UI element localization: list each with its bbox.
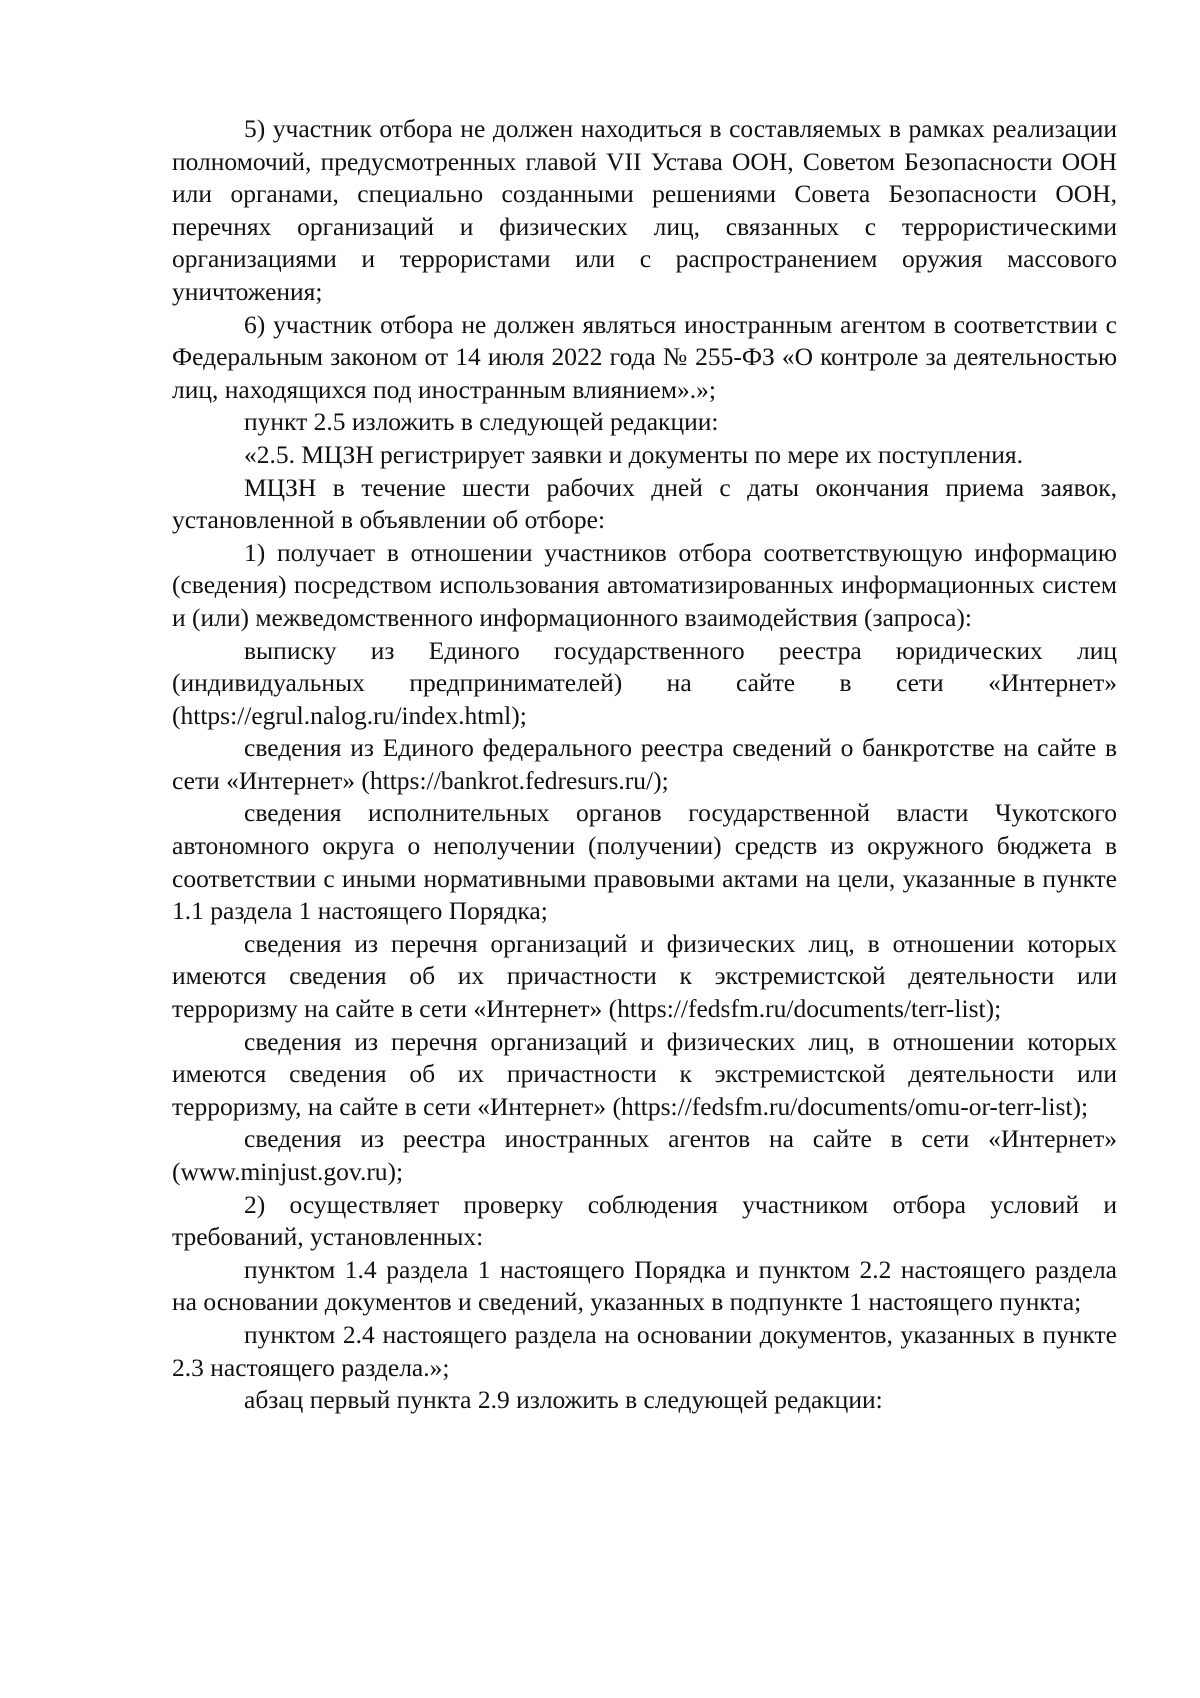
paragraph-executive-bodies-info: сведения исполнительных органов государственной власти Чукотского автономного округа о неполучении (получении) средств из окружного бюджета в соответствии с иными нормативными правовыми актами на цели, указанные в пункте 1.1 раздела 1 настоящего Порядка; [172, 798, 1117, 926]
paragraph-foreign-agents-registry: сведения из реестра иностранных агентов на сайте в сети «Интернет» (www.minjust.gov.ru); [172, 1124, 1117, 1186]
paragraph-item-6-foreign-agent: 6) участник отбора не должен являться иностранным агентом в соответствии с Федеральным законом от 14 июля 2022 года № 255-ФЗ «О контроле за деятельностью лиц, находящихся под иностранным влиянием».»; [172, 309, 1117, 404]
paragraph-point-2-4: пунктом 2.4 настоящего раздела на основании документов, указанных в пункте 2.3 настоящего раздела.»; [172, 1319, 1117, 1382]
paragraph-terr-list: сведения из перечня организаций и физических лиц, в отношении которых имеются сведения об их причастности к экстремистской деятельности или терроризму на сайте в сети «Интернет» (https://fedsfm.ru/documents/terr-list); [172, 928, 1117, 1024]
document-body [172, 113, 1117, 1417]
paragraph-item-5-sanctions-lists: 5) участник отбора не должен находиться в составляемых в рамках реализации полномочий, предусмотренных главой VII Устава ООН, Советом Безопасности ООН или органами, специально созданными решениями Совета Безопасности ООН, перечнях организаций и физических лиц, связанных с террористическими организациями и террористами или с распространением оружия массового уничтожения; [172, 114, 1117, 306]
paragraph-amend-2-9: абзац первый пункта 2.9 изложить в следующей редакции: [244, 1385, 883, 1415]
paragraph-subitem-2-verification: 2) осуществляет проверку соблюдения участником отбора условий и требований, установленных: [172, 1189, 1117, 1252]
paragraph-bankruptcy-registry: сведения из Единого федерального реестра сведений о банкротстве на сайте в сети «Интернет» (https://bankrot.fedresurs.ru/); [172, 733, 1117, 795]
paragraph-omu-terr-list: сведения из перечня организаций и физических лиц, в отношении которых имеются сведения об их причастности к экстремистской деятельности или терроризму, на сайте в сети «Интернет» (https://fedsfm.ru/documents/omu-or-terr-list); [172, 1026, 1117, 1121]
paragraph-mczn-six-days: МЦЗН в течение шести рабочих дней с даты окончания приема заявок, установленной в объявлении об отборе: [172, 472, 1117, 535]
paragraph-amend-2-5: пункт 2.5 изложить в следующей редакции: [244, 407, 719, 437]
paragraph-2-5-registration: «2.5. МЦЗН регистрирует заявки и документы по мере их поступления. [244, 439, 1023, 469]
paragraph-subitem-1-receives-info: 1) получает в отношении участников отбора соответствующую информацию (сведения) посредством использования автоматизированных информационных систем и (или) межведомственного информационного взаимодействия (запроса): [172, 537, 1117, 632]
paragraph-egrul-extract: выписку из Единого государственного реестра юридических лиц (индивидуальных предпринимателей) на сайте в сети «Интернет» (https://egrul.nalog.ru/index.html); [172, 635, 1117, 730]
paragraph-point-1-4: пунктом 1.4 раздела 1 настоящего Порядка и пунктом 2.2 настоящего раздела на основании документов и сведений, указанных в подпункте 1 настоящего пункта; [172, 1254, 1117, 1317]
